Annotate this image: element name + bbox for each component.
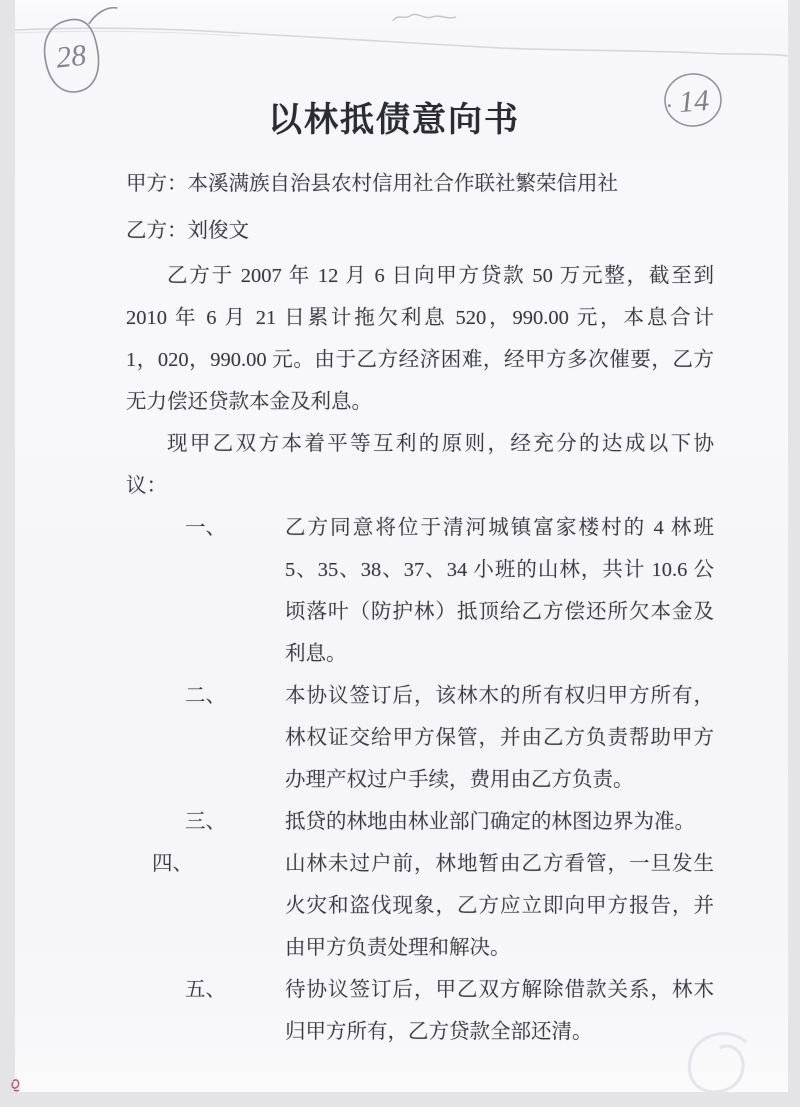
- party-b-line: [126, 208, 714, 255]
- party-b-name: 刘俊文: [187, 220, 249, 242]
- clause-number: 五、: [185, 979, 226, 1001]
- text-line: 1，020，990.00 元。由于乙方经济困难，经甲方多次催要，乙方: [126, 349, 714, 371]
- clause-item-3: [126, 801, 714, 843]
- clause-text: [285, 843, 714, 969]
- clause-item-4: [126, 843, 714, 969]
- clause-text: [285, 507, 714, 675]
- party-a-line: [126, 161, 714, 208]
- clause-item-5: [126, 969, 714, 1053]
- text-line: 议：: [126, 475, 167, 497]
- clause-number: 三、: [185, 811, 226, 833]
- circled-number-28-text: 28: [54, 38, 88, 75]
- text-line: 现甲乙双方本着平等互利的原则，经充分的达成以下协: [167, 433, 714, 455]
- text-line: 2010 年 6 月 21 日累计拖欠利息 520，990.00 元，本息合计: [126, 307, 714, 329]
- circled-number-14-text: 14: [677, 83, 711, 119]
- clause-text: [285, 969, 714, 1053]
- clause-number: 二、: [185, 685, 226, 707]
- document-body: [126, 96, 714, 1053]
- clause-number: 四、: [152, 853, 193, 875]
- clause-list: [126, 507, 714, 1053]
- text-line: 办理产权过户手续，费用由乙方负责。: [285, 769, 634, 791]
- text-line: 利息。: [285, 643, 347, 665]
- document-title: 以林抵债意向书: [268, 102, 520, 139]
- paragraph-loan-facts: [126, 255, 714, 423]
- text-line: 抵贷的林地由林业部门确定的林图边界为准。: [285, 811, 695, 833]
- party-a-label: 甲方：: [126, 173, 188, 195]
- text-line: 由甲方负责处理和解决。: [285, 937, 511, 959]
- text-line: 乙方同意将位于清河城镇富家楼村的 4 林班: [285, 517, 714, 539]
- text-line: 山林未过户前，林地暂由乙方看管，一旦发生: [285, 853, 714, 875]
- text-line: 5、35、38、37、34 小班的山林，共计 10.6 公: [285, 559, 714, 581]
- clause-number: 一、: [185, 517, 226, 539]
- text-line: 本协议签订后，该林木的所有权归甲方所有，: [285, 685, 714, 707]
- clause-item-2: [126, 675, 714, 801]
- paragraph-agreement-intro: [126, 423, 714, 507]
- text-line: 林权证交给甲方保管，并由乙方负责帮助甲方: [285, 727, 714, 749]
- text-line: 待协议签订后，甲乙双方解除借款关系，林木: [285, 979, 714, 1001]
- text-line: 火灾和盗伐现象，乙方应立即向甲方报告，并: [285, 895, 714, 917]
- text-line: 顷落叶（防护林）抵顶给乙方偿还所欠本金及: [285, 601, 714, 623]
- text-line: 归甲方所有，乙方贷款全部还清。: [285, 1021, 593, 1043]
- clause-text: [285, 675, 714, 801]
- clause-item-1: [126, 507, 714, 675]
- text-line: 乙方于 2007 年 12 月 6 日向甲方贷款 50 万元整，截至到: [167, 265, 714, 287]
- text-line: 无力偿还贷款本金及利息。: [126, 391, 372, 413]
- clause-text: [285, 801, 714, 843]
- party-a-name: 本溪满族自治县农村信用社合作联社繁荣信用社: [187, 173, 618, 195]
- party-b-label: 乙方：: [126, 220, 188, 242]
